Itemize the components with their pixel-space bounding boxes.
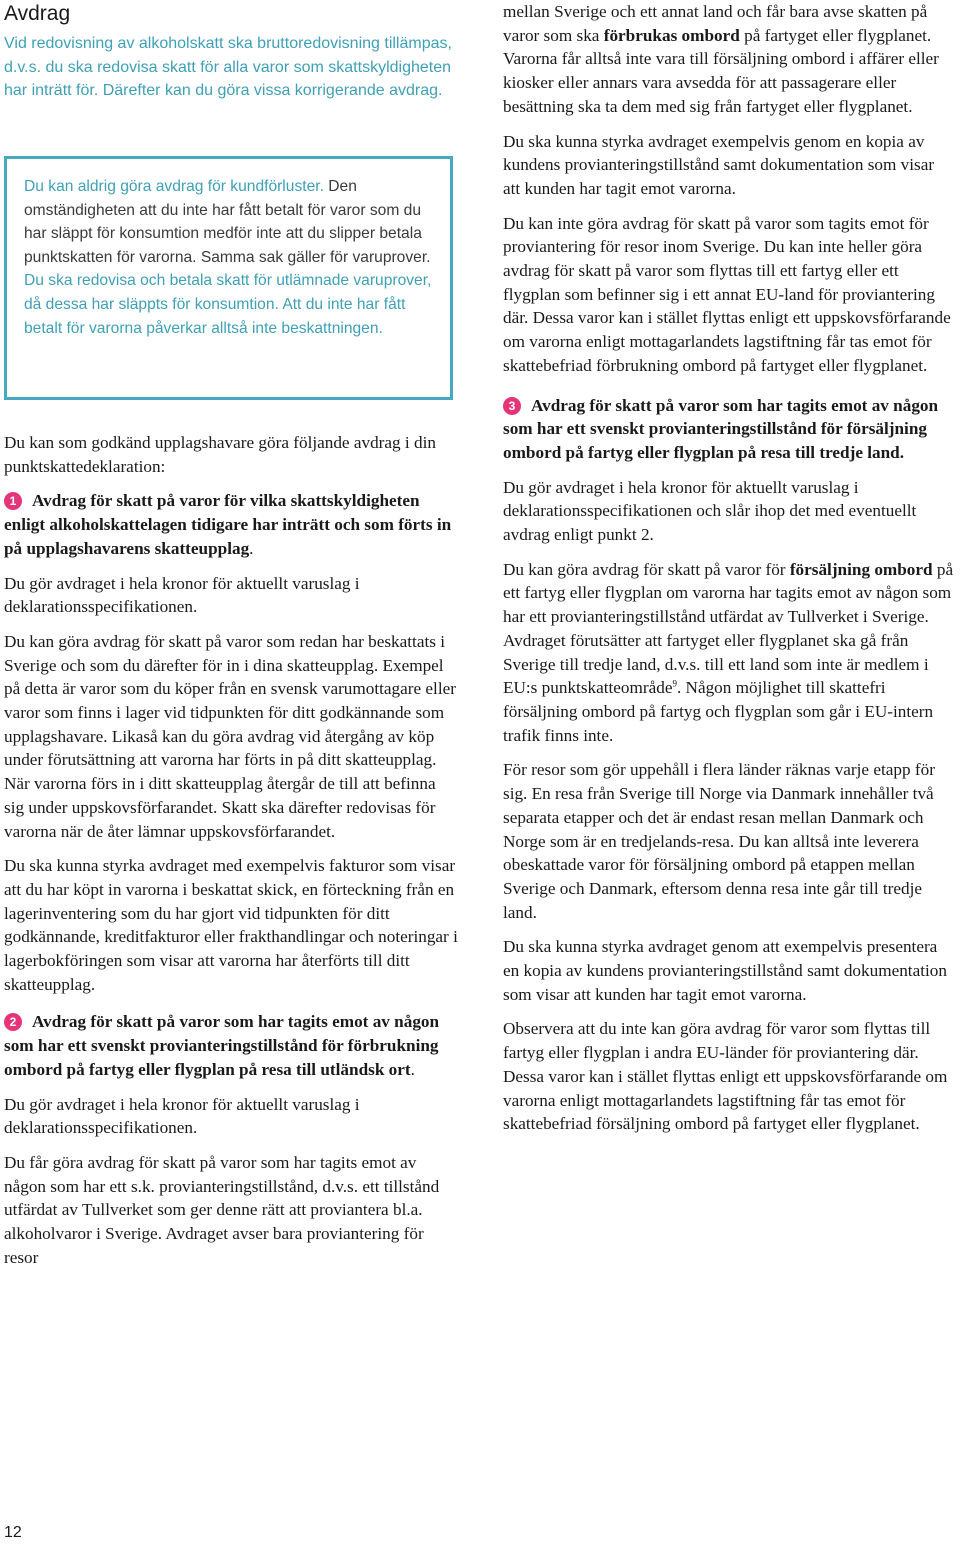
- right-paragraph: [503, 0, 955, 119]
- item3-paragraph: Du ska kunna styrka avdraget genom att exempelvis presentera en kopia av kundens provianteringstillstånd samt dokumentation som visar att kunden har tagit emot varorna.: [503, 937, 947, 1004]
- item1-paragraph: Du ska kunna styrka avdraget med exempelvis fakturor som visar att du har köpt in varorna i beskattat skick, en förteckning från en lagerinventering som du har gjort vid tidpunkten för ditt godkännande, kreditfakturor eller frakthandlingar och noteringar i lagerbokföringen som visar att varorna har återförts till ditt skatteupplag.: [4, 856, 458, 994]
- left-body: [4, 431, 458, 1281]
- item1-heading-end: .: [249, 538, 254, 558]
- notice-box: [4, 156, 453, 400]
- item1-paragraph: Du kan göra avdrag för skatt på varor som redan har beskattats i Sverige och som du därefter för in i dina skatteupplag. Exempel på detta är varor som du köper från en svensk varumottagare eller varor som finns i lager vid tidpunkten för ditt godkännande som upplagshavare. Likaså kan du göra avdrag vid återgång av köp under förutsättning att varorna har förts in på ditt skatteupplag. När varorna förs in i ditt skatteupplag återgår de till att befinna sig under uppskovsförfarandet. Skatt ska därefter redovisas för varorna när de åter lämnar uppskovsförfarandet.: [4, 631, 456, 841]
- item2-paragraph: Du gör avdraget i hela kronor för aktuellt varuslag i deklarationsspecifikationen.: [4, 1094, 360, 1138]
- left-column: [4, 0, 458, 1267]
- item2-heading-end: .: [410, 1059, 415, 1079]
- item3-paragraph: Du gör avdraget i hela kronor för aktuellt varuslag i deklarationsspecifikationen och slår ihop det med eventuellt avdrag enligt punkt 2.: [503, 477, 917, 545]
- item1-heading-text: Avdrag för skatt på varor för vilka skattskyldigheten enligt alkoholskattelagen tidigare har inträtt och som förts in på upplagshavarens skatteupplag: [4, 491, 452, 558]
- page-title: Avdrag: [4, 2, 71, 25]
- right-column: [503, 0, 955, 1147]
- text-run: på fartyget eller flygplanet. Varorna får alltså inte vara till försäljning ombord i affärer eller kiosker eller annars vara avsedda för att passagerare eller besättning ska ta dem med sig från fartyget eller flygplanet.: [503, 25, 939, 116]
- footnote-ref: 9: [672, 678, 677, 689]
- text-run: mellan Sverige och ett annat land och får bara avse skatten på varor som ska: [503, 2, 928, 45]
- item2-heading-text: Avdrag för skatt på varor som har tagits emot av någon som har ett svenskt provianteringstillstånd för förbrukning ombord på fartyg eller flygplan på resa till utländsk ort: [4, 1012, 440, 1079]
- item3-paragraph: [503, 558, 955, 748]
- notice-part2: Den omständigheten att du inte har fått betalt för varor som du har släppt för konsumtion medför inte att du slipper betala punktskatten för varorna. Samma sak gäller för varuprover.: [24, 178, 431, 266]
- number-badge: 1: [4, 492, 22, 510]
- intro-text: Vid redovisning av alkoholskatt ska bruttoredovisning tillämpas, d.v.s. du ska redovisa skatt för alla varor som skattskyldigheten har inträtt för. Därefter kan du göra vissa korrigerande avdrag.: [4, 35, 452, 99]
- text-run: på ett fartyg eller flygplan om varorna har tagits emot av någon som har ett provianteringstillstånd utfärdat av Tullverket i Sverige. Avdraget förutsätter att fartyget eller flygplanet ska gå från Sverige till tredje land, d.v.s. till ett land som inte är medlem i EU:s punktskatteområde: [503, 559, 954, 698]
- bold-run: förbrukas ombord: [603, 25, 740, 45]
- number-badge: 2: [4, 1013, 22, 1031]
- right-paragraph: Du ska kunna styrka avdraget exempelvis genom en kopia av kundens provianteringstillstånd samt dokumentation som visar att kunden har tagit emot varorna.: [503, 131, 935, 198]
- item3-heading: [503, 394, 955, 465]
- item2-heading: [4, 1010, 458, 1081]
- notice-part1: Du kan aldrig göra avdrag för kundförluster.: [24, 178, 324, 195]
- text-run: . Någon möjlighet till skattefri försäljning ombord på fartyg och flygplan som går i EU-intern trafik finns inte.: [503, 678, 934, 745]
- bold-run: försäljning ombord: [789, 559, 933, 579]
- number-badge: 3: [503, 397, 521, 415]
- item1-heading: [4, 489, 458, 560]
- item3-heading-text: Avdrag för skatt på varor som har tagits emot av någon som har ett svenskt provianteringstillstånd för försäljning ombord på fartyg eller flygplan på resa till tredje land.: [503, 395, 939, 462]
- notice-part4: Att du inte har fått betalt för varorna påverkar alltså inte beskattningen.: [24, 295, 406, 337]
- text-run: Du kan göra avdrag för skatt på varor för: [503, 559, 790, 579]
- item2-paragraph: Du får göra avdrag för skatt på varor som har tagits emot av någon som har ett s.k. provianteringstillstånd, d.v.s. ett tillstånd utfärdat av Tullverket som ger denne rätt att proviantera bl.a. alkoholvaror i Sverige. Avdraget avser bara proviantering för resor: [4, 1152, 440, 1267]
- item1-paragraph: Du gör avdraget i hela kronor för aktuellt varuslag i deklarationsspecifikationen.: [4, 573, 360, 617]
- notice-part3: Du ska redovisa och betala skatt för utlämnade varuprover, då dessa har släppts för konsumtion.: [24, 272, 432, 313]
- lead-paragraph: Du kan som godkänd upplagshavare göra följande avdrag i din punktskattedeklaration:: [4, 433, 436, 476]
- page-number: 12: [4, 1524, 22, 1541]
- item3-paragraph: För resor som gör uppehåll i flera länder räknas varje etapp för sig. En resa från Sverige till Norge via Danmark innehåller två separata etapper och det är endast resan mellan Danmark och Norge som är en tredjelands-resa. Du kan alltså inte leverera obeskattade varor för försäljning ombord på etappen mellan Sverige och Danmark, eftersom denna resa inte går till tredje land.: [503, 760, 935, 922]
- notice-text: [24, 175, 435, 340]
- right-paragraph: Du kan inte göra avdrag för skatt på varor som tagits emot för proviantering för resor inom Sverige. Du kan inte heller göra avdrag för skatt på varor som flyttas till ett fartyg eller ett flygplan som befinner sig i ett annat EU-land för proviantering där. Dessa varor kan i stället flyttas enligt ett uppskovsförfarande om varorna enligt mottagarlandets lagstiftning får tas emot för skattebefriad förbrukning ombord på fartyget eller flygplanet.: [503, 213, 951, 375]
- item3-paragraph: Observera att du inte kan göra avdrag för varor som flyttas till fartyg eller flygplan i andra EU-länder för proviantering där. Dessa varor kan i stället flyttas enligt ett uppskovsförfarande om varorna enligt mottagarlandets lagstiftning får tas emot för skattebefriad försäljning ombord på fartyget eller flygplanet.: [503, 1019, 948, 1134]
